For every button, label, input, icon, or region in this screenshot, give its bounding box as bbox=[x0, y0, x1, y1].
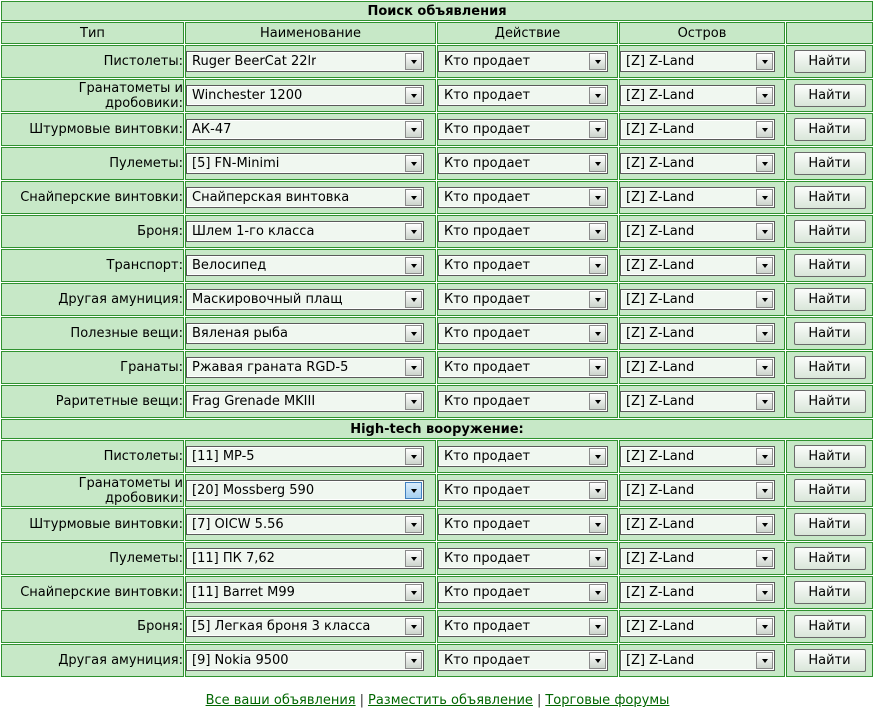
triangle-icon bbox=[595, 455, 601, 459]
table-row bbox=[1, 317, 873, 350]
triangle-icon bbox=[411, 264, 417, 268]
find-button[interactable]: Найти bbox=[794, 615, 866, 638]
triangle-icon bbox=[595, 196, 601, 200]
chevron-down-icon[interactable] bbox=[405, 325, 422, 342]
item-select[interactable] bbox=[186, 514, 424, 535]
footer-links bbox=[0, 693, 875, 708]
triangle-icon bbox=[411, 298, 417, 302]
triangle-icon bbox=[411, 332, 417, 336]
island-select[interactable] bbox=[620, 582, 775, 603]
table-row bbox=[1, 45, 873, 78]
select-value: [Z] Z-Land bbox=[626, 449, 695, 464]
find-button[interactable]: Найти bbox=[794, 356, 866, 379]
select-value: Кто продает bbox=[444, 449, 531, 464]
find-button[interactable]: Найти bbox=[794, 186, 866, 209]
action-select[interactable] bbox=[438, 153, 608, 174]
chevron-down-icon[interactable] bbox=[405, 550, 422, 567]
find-button[interactable]: Найти bbox=[794, 322, 866, 345]
chevron-down-icon[interactable] bbox=[589, 223, 606, 240]
item-select[interactable] bbox=[186, 582, 424, 603]
chevron-down-icon[interactable] bbox=[756, 448, 773, 465]
select-value: Ruger BeerCat 22lr bbox=[192, 54, 317, 69]
select-value: [20] Mossberg 590 bbox=[192, 483, 315, 498]
select-value: [Z] Z-Land bbox=[626, 653, 695, 668]
table-row bbox=[1, 283, 873, 316]
action-select[interactable] bbox=[438, 357, 608, 378]
triangle-icon bbox=[595, 625, 601, 629]
chevron-down-icon[interactable] bbox=[589, 155, 606, 172]
find-button[interactable]: Найти bbox=[794, 254, 866, 277]
island-select[interactable] bbox=[620, 119, 775, 140]
triangle-icon bbox=[595, 366, 601, 370]
triangle-icon bbox=[595, 162, 601, 166]
row-type-label: Транспорт: bbox=[1, 249, 184, 282]
chevron-down-icon[interactable] bbox=[756, 482, 773, 499]
table-row bbox=[1, 113, 873, 146]
item-select[interactable] bbox=[186, 650, 424, 671]
select-value: [Z] Z-Land bbox=[626, 360, 695, 375]
item-select[interactable] bbox=[186, 153, 424, 174]
island-select[interactable] bbox=[620, 85, 775, 106]
row-type-label: Гранатометы и дробовики: bbox=[1, 474, 184, 507]
triangle-icon bbox=[762, 455, 768, 459]
table-row bbox=[1, 440, 873, 473]
row-type-label: Гранатометы и дробовики: bbox=[1, 79, 184, 112]
row-type-label: Гранаты: bbox=[1, 351, 184, 384]
select-value: Кто продает bbox=[444, 190, 531, 205]
triangle-icon bbox=[411, 60, 417, 64]
select-value: [Z] Z-Land bbox=[626, 292, 695, 307]
find-button[interactable]: Найти bbox=[794, 581, 866, 604]
select-value: Вяленая рыба bbox=[192, 326, 288, 341]
select-value: [Z] Z-Land bbox=[626, 190, 695, 205]
row-type-label: Другая амуниция: bbox=[1, 644, 184, 677]
triangle-icon bbox=[411, 162, 417, 166]
row-type-label: Пулеметы: bbox=[1, 542, 184, 575]
select-value: АК-47 bbox=[192, 122, 232, 137]
table-row bbox=[1, 181, 873, 214]
chevron-down-icon[interactable] bbox=[589, 325, 606, 342]
select-value: Кто продает bbox=[444, 224, 531, 239]
island-select[interactable] bbox=[620, 323, 775, 344]
triangle-icon bbox=[762, 94, 768, 98]
island-select[interactable] bbox=[620, 221, 775, 242]
chevron-down-icon[interactable] bbox=[405, 516, 422, 533]
item-select[interactable] bbox=[186, 51, 424, 72]
action-select[interactable] bbox=[438, 255, 608, 276]
select-value: Кто продает bbox=[444, 258, 531, 273]
table-row bbox=[1, 542, 873, 575]
chevron-down-icon[interactable] bbox=[756, 189, 773, 206]
item-select[interactable] bbox=[186, 255, 424, 276]
table-row bbox=[1, 474, 873, 507]
row-type-label: Полезные вещи: bbox=[1, 317, 184, 350]
chevron-down-icon[interactable] bbox=[405, 189, 422, 206]
chevron-down-icon[interactable] bbox=[756, 618, 773, 635]
triangle-icon bbox=[762, 591, 768, 595]
item-select[interactable] bbox=[186, 323, 424, 344]
triangle-icon bbox=[762, 298, 768, 302]
chevron-down-icon[interactable] bbox=[756, 223, 773, 240]
triangle-icon bbox=[762, 625, 768, 629]
select-value: Кто продает bbox=[444, 88, 531, 103]
row-type-label: Пистолеты: bbox=[1, 45, 184, 78]
chevron-down-icon[interactable] bbox=[589, 87, 606, 104]
island-select[interactable] bbox=[620, 51, 775, 72]
table-row bbox=[1, 147, 873, 180]
find-button[interactable]: Найти bbox=[794, 445, 866, 468]
find-button[interactable]: Найти bbox=[794, 649, 866, 672]
triangle-icon bbox=[762, 489, 768, 493]
find-button[interactable]: Найти bbox=[794, 390, 866, 413]
chevron-down-icon[interactable] bbox=[405, 87, 422, 104]
row-type-label: Снайперские винтовки: bbox=[1, 576, 184, 609]
triangle-icon bbox=[762, 332, 768, 336]
triangle-icon bbox=[595, 332, 601, 336]
select-value: Кто продает bbox=[444, 394, 531, 409]
select-value: [Z] Z-Land bbox=[626, 619, 695, 634]
chevron-down-icon[interactable] bbox=[756, 87, 773, 104]
chevron-down-icon[interactable] bbox=[756, 359, 773, 376]
action-select[interactable] bbox=[438, 119, 608, 140]
island-select[interactable] bbox=[620, 514, 775, 535]
island-select[interactable] bbox=[620, 153, 775, 174]
select-value: [Z] Z-Land bbox=[626, 394, 695, 409]
chevron-down-icon[interactable] bbox=[405, 291, 422, 308]
select-value: Кто продает bbox=[444, 156, 531, 171]
select-value: Frag Grenade MKIII bbox=[192, 394, 316, 409]
triangle-icon bbox=[762, 264, 768, 268]
triangle-icon bbox=[762, 196, 768, 200]
row-type-label: Пулеметы: bbox=[1, 147, 184, 180]
column-header: Наименование bbox=[185, 22, 436, 44]
chevron-down-icon[interactable] bbox=[756, 325, 773, 342]
triangle-icon bbox=[595, 128, 601, 132]
triangle-icon bbox=[595, 523, 601, 527]
item-select[interactable] bbox=[186, 187, 424, 208]
triangle-icon bbox=[411, 625, 417, 629]
find-button[interactable]: Найти bbox=[794, 547, 866, 570]
chevron-down-icon[interactable] bbox=[589, 359, 606, 376]
select-value: [5] Легкая броня 3 класса bbox=[192, 619, 371, 634]
island-select[interactable] bbox=[620, 357, 775, 378]
triangle-icon bbox=[762, 557, 768, 561]
select-value: Велосипед bbox=[192, 258, 267, 273]
select-value: [Z] Z-Land bbox=[626, 517, 695, 532]
separator: | bbox=[359, 693, 364, 708]
column-header: Действие bbox=[437, 22, 618, 44]
action-select[interactable] bbox=[438, 85, 608, 106]
action-select[interactable] bbox=[438, 323, 608, 344]
triangle-icon bbox=[595, 298, 601, 302]
select-value: Кто продает bbox=[444, 517, 531, 532]
table-row bbox=[1, 610, 873, 643]
triangle-icon bbox=[762, 523, 768, 527]
chevron-down-icon[interactable] bbox=[405, 618, 422, 635]
triangle-icon bbox=[411, 128, 417, 132]
select-value: Снайперская винтовка bbox=[192, 190, 350, 205]
row-type-label: Броня: bbox=[1, 610, 184, 643]
triangle-icon bbox=[411, 366, 417, 370]
select-value: Кто продает bbox=[444, 551, 531, 566]
island-select[interactable] bbox=[620, 480, 775, 501]
triangle-icon bbox=[411, 523, 417, 527]
action-select[interactable] bbox=[438, 582, 608, 603]
table-title: Поиск объявления bbox=[1, 1, 873, 21]
select-value: Кто продает bbox=[444, 292, 531, 307]
action-select[interactable] bbox=[438, 616, 608, 637]
triangle-icon bbox=[595, 659, 601, 663]
select-value: [Z] Z-Land bbox=[626, 483, 695, 498]
action-select[interactable] bbox=[438, 289, 608, 310]
select-value: [5] FN-Minimi bbox=[192, 156, 280, 171]
island-select[interactable] bbox=[620, 289, 775, 310]
column-header bbox=[786, 22, 873, 44]
table-row bbox=[1, 215, 873, 248]
island-select[interactable] bbox=[620, 650, 775, 671]
triangle-icon bbox=[411, 489, 417, 493]
island-select[interactable] bbox=[620, 391, 775, 412]
select-value: Кто продает bbox=[444, 653, 531, 668]
item-select[interactable] bbox=[186, 391, 424, 412]
triangle-icon bbox=[595, 557, 601, 561]
action-select[interactable] bbox=[438, 480, 608, 501]
chevron-down-icon[interactable] bbox=[405, 121, 422, 138]
triangle-icon bbox=[411, 659, 417, 663]
find-button[interactable]: Найти bbox=[794, 118, 866, 141]
action-select[interactable] bbox=[438, 650, 608, 671]
triangle-icon bbox=[411, 94, 417, 98]
link-post-ad[interactable]: Разместить объявление bbox=[367, 693, 533, 708]
select-value: Ржавая граната RGD-5 bbox=[192, 360, 349, 375]
island-select[interactable] bbox=[620, 446, 775, 467]
select-value: [Z] Z-Land bbox=[626, 54, 695, 69]
row-type-label: Броня: bbox=[1, 215, 184, 248]
chevron-down-icon[interactable] bbox=[405, 393, 422, 410]
triangle-icon bbox=[411, 400, 417, 404]
triangle-icon bbox=[762, 162, 768, 166]
triangle-icon bbox=[762, 400, 768, 404]
select-value: Winchester 1200 bbox=[192, 88, 303, 103]
triangle-icon bbox=[595, 60, 601, 64]
chevron-down-icon[interactable] bbox=[589, 652, 606, 669]
item-select[interactable] bbox=[186, 548, 424, 569]
triangle-icon bbox=[762, 659, 768, 663]
triangle-icon bbox=[595, 94, 601, 98]
select-value: [11] ПК 7,62 bbox=[192, 551, 275, 566]
select-value: Маскировочный плащ bbox=[192, 292, 343, 307]
action-select[interactable] bbox=[438, 514, 608, 535]
select-value: [11] MP-5 bbox=[192, 449, 255, 464]
chevron-down-icon[interactable] bbox=[756, 155, 773, 172]
column-header: Остров bbox=[619, 22, 785, 44]
row-type-label: Пистолеты: bbox=[1, 440, 184, 473]
link-all-your-ads[interactable]: Все ваши объявления bbox=[205, 693, 356, 708]
island-select[interactable] bbox=[620, 255, 775, 276]
find-button[interactable]: Найти bbox=[794, 479, 866, 502]
select-value: [Z] Z-Land bbox=[626, 585, 695, 600]
select-value: [Z] Z-Land bbox=[626, 551, 695, 566]
action-select[interactable] bbox=[438, 446, 608, 467]
chevron-down-icon[interactable] bbox=[405, 155, 422, 172]
table-row bbox=[1, 351, 873, 384]
table-row bbox=[1, 385, 873, 418]
select-value: [7] OICW 5.56 bbox=[192, 517, 284, 532]
select-value: Кто продает bbox=[444, 326, 531, 341]
triangle-icon bbox=[595, 591, 601, 595]
select-value: [11] Barret M99 bbox=[192, 585, 295, 600]
chevron-down-icon[interactable] bbox=[589, 516, 606, 533]
select-value: [Z] Z-Land bbox=[626, 326, 695, 341]
find-button[interactable]: Найти bbox=[794, 288, 866, 311]
select-value: [Z] Z-Land bbox=[626, 88, 695, 103]
triangle-icon bbox=[762, 60, 768, 64]
chevron-down-icon[interactable] bbox=[589, 482, 606, 499]
triangle-icon bbox=[411, 591, 417, 595]
chevron-down-icon[interactable] bbox=[756, 121, 773, 138]
chevron-down-icon[interactable] bbox=[756, 257, 773, 274]
chevron-down-icon[interactable] bbox=[756, 53, 773, 70]
chevron-down-icon[interactable] bbox=[589, 53, 606, 70]
triangle-icon bbox=[762, 230, 768, 234]
triangle-icon bbox=[595, 230, 601, 234]
action-select[interactable] bbox=[438, 187, 608, 208]
item-select[interactable] bbox=[186, 480, 424, 501]
chevron-down-icon[interactable] bbox=[589, 584, 606, 601]
chevron-down-icon[interactable] bbox=[756, 516, 773, 533]
chevron-down-icon[interactable] bbox=[405, 584, 422, 601]
select-value: Шлем 1-го класса bbox=[192, 224, 315, 239]
triangle-icon bbox=[762, 128, 768, 132]
select-value: Кто продает bbox=[444, 54, 531, 69]
chevron-down-icon[interactable] bbox=[589, 291, 606, 308]
chevron-down-icon[interactable] bbox=[405, 448, 422, 465]
column-header: Тип bbox=[1, 22, 184, 44]
select-value: Кто продает bbox=[444, 360, 531, 375]
chevron-down-icon[interactable] bbox=[589, 257, 606, 274]
chevron-down-icon[interactable] bbox=[589, 618, 606, 635]
table-row bbox=[1, 508, 873, 541]
find-button[interactable]: Найти bbox=[794, 513, 866, 536]
select-value: [Z] Z-Land bbox=[626, 156, 695, 171]
select-value: Кто продает bbox=[444, 619, 531, 634]
chevron-down-icon[interactable] bbox=[589, 393, 606, 410]
chevron-down-icon[interactable] bbox=[756, 550, 773, 567]
chevron-down-icon[interactable] bbox=[405, 257, 422, 274]
find-button[interactable]: Найти bbox=[794, 50, 866, 73]
chevron-down-icon[interactable] bbox=[405, 223, 422, 240]
row-type-label: Раритетные вещи: bbox=[1, 385, 184, 418]
chevron-down-icon[interactable] bbox=[405, 359, 422, 376]
chevron-down-icon[interactable] bbox=[756, 393, 773, 410]
select-value: Кто продает bbox=[444, 483, 531, 498]
chevron-down-icon[interactable] bbox=[589, 448, 606, 465]
select-value: Кто продает bbox=[444, 122, 531, 137]
island-select[interactable] bbox=[620, 548, 775, 569]
find-button[interactable]: Найти bbox=[794, 220, 866, 243]
triangle-icon bbox=[595, 489, 601, 493]
select-value: [Z] Z-Land bbox=[626, 258, 695, 273]
select-value: [9] Nokia 9500 bbox=[192, 653, 289, 668]
triangle-icon bbox=[411, 557, 417, 561]
select-value: [Z] Z-Land bbox=[626, 122, 695, 137]
item-select[interactable] bbox=[186, 357, 424, 378]
triangle-icon bbox=[595, 264, 601, 268]
action-select[interactable] bbox=[438, 548, 608, 569]
chevron-down-icon[interactable] bbox=[589, 121, 606, 138]
chevron-down-icon[interactable] bbox=[589, 189, 606, 206]
section-header: High-tech вооружение: bbox=[1, 419, 873, 439]
triangle-icon bbox=[411, 455, 417, 459]
action-select[interactable] bbox=[438, 51, 608, 72]
table-row bbox=[1, 249, 873, 282]
item-select[interactable] bbox=[186, 616, 424, 637]
select-value: Кто продает bbox=[444, 585, 531, 600]
table-row bbox=[1, 79, 873, 112]
find-button[interactable]: Найти bbox=[794, 84, 866, 107]
triangle-icon bbox=[411, 196, 417, 200]
chevron-down-icon[interactable] bbox=[405, 53, 422, 70]
chevron-down-icon[interactable] bbox=[756, 291, 773, 308]
triangle-icon bbox=[595, 400, 601, 404]
select-value: [Z] Z-Land bbox=[626, 224, 695, 239]
item-select[interactable] bbox=[186, 446, 424, 467]
chevron-down-icon[interactable] bbox=[405, 652, 422, 669]
triangle-icon bbox=[411, 230, 417, 234]
island-select[interactable] bbox=[620, 187, 775, 208]
action-select[interactable] bbox=[438, 391, 608, 412]
row-type-label: Штурмовые винтовки: bbox=[1, 113, 184, 146]
item-select[interactable] bbox=[186, 119, 424, 140]
item-select[interactable] bbox=[186, 289, 424, 310]
table-row bbox=[1, 644, 873, 677]
chevron-down-icon[interactable] bbox=[756, 652, 773, 669]
row-type-label: Снайперские винтовки: bbox=[1, 181, 184, 214]
table-row bbox=[1, 576, 873, 609]
chevron-down-icon[interactable] bbox=[405, 482, 422, 499]
item-select[interactable] bbox=[186, 85, 424, 106]
chevron-down-icon[interactable] bbox=[756, 584, 773, 601]
row-type-label: Другая амуниция: bbox=[1, 283, 184, 316]
find-button[interactable]: Найти bbox=[794, 152, 866, 175]
island-select[interactable] bbox=[620, 616, 775, 637]
item-select[interactable] bbox=[186, 221, 424, 242]
triangle-icon bbox=[762, 366, 768, 370]
link-trade-forums[interactable]: Торговые форумы bbox=[545, 693, 670, 708]
action-select[interactable] bbox=[438, 221, 608, 242]
separator: | bbox=[536, 693, 542, 708]
row-type-label: Штурмовые винтовки: bbox=[1, 508, 184, 541]
chevron-down-icon[interactable] bbox=[589, 550, 606, 567]
